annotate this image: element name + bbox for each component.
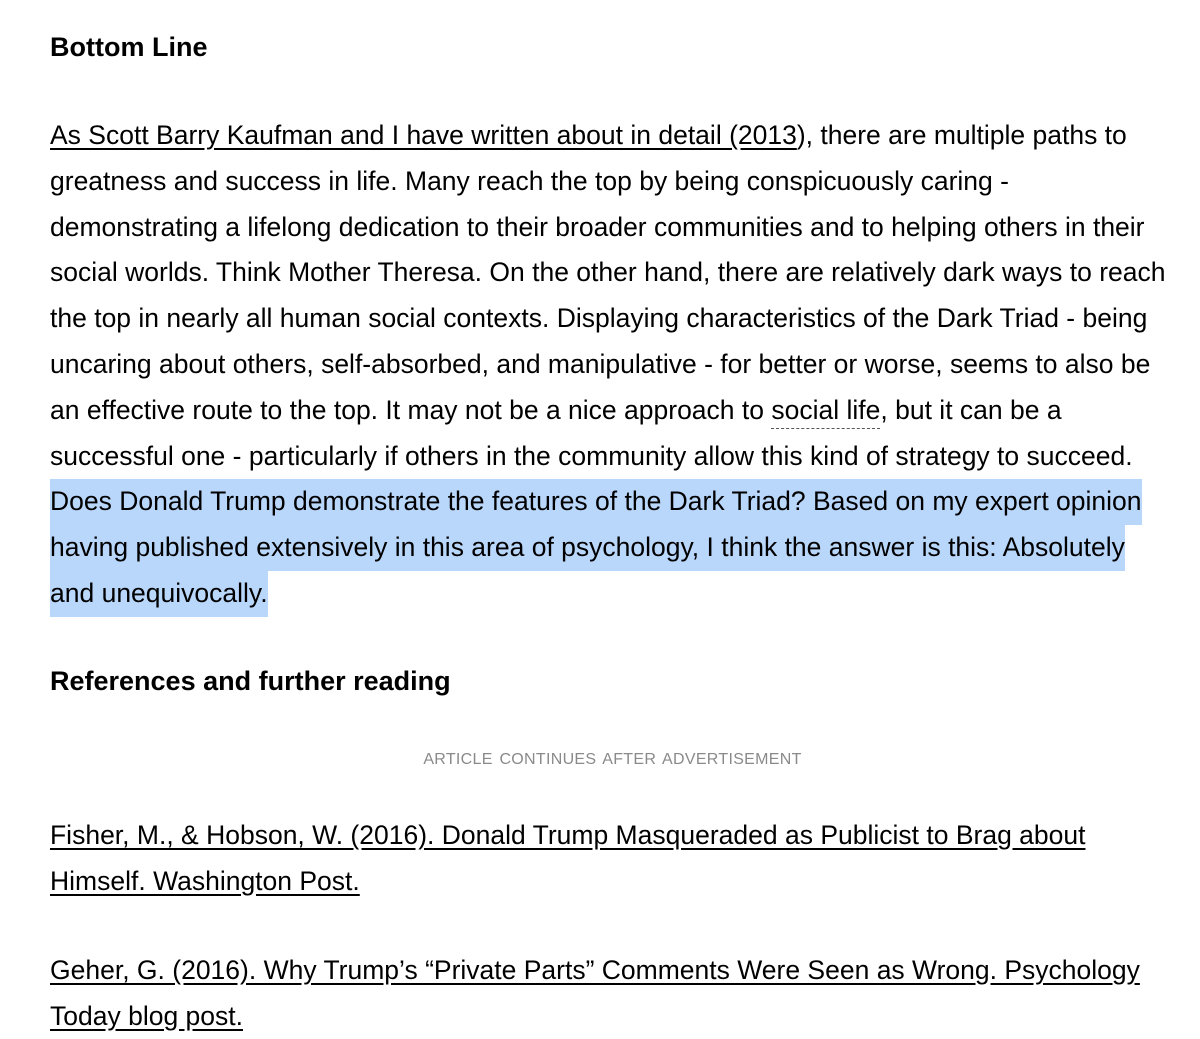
kaufman-reference-link[interactable]: As Scott Barry Kaufman and I have written about in detail (2013	[50, 120, 797, 150]
bottom-line-paragraph	[50, 113, 1175, 617]
reference-item	[50, 947, 1175, 1039]
reference-link-fisher-hobson[interactable]: Fisher, M., & Hobson, W. (2016). Donald Trump Masqueraded as Publicist to Brag about Himself. Washington Post.	[50, 820, 1086, 896]
paragraph-text-continued: , but it can be a successful one - particularly if others in the community allow this kind of strategy to succeed.	[50, 394, 1133, 471]
paragraph-text: ), there are multiple paths to greatness and success in life. Many reach the top by being conspicuously caring - demonstrating a lifelong dedication to their broader communities and to helping others in their social worlds. Think Mother Theresa. On the other hand, there are relatively dark ways to reach the top in nearly all human social contexts. Displaying characteristics of the Dark Triad - being uncaring about others, self-absorbed, and manipulative - for better or worse, seems to also be an effective route to the top. It may not be a nice approach to	[50, 120, 1166, 425]
advertisement-notice: ARTICLE CONTINUES AFTER ADVERTISEMENT	[423, 751, 802, 768]
selected-text-highlight[interactable]: Does Donald Trump demonstrate the features of the Dark Triad? Based on my expert opinion having published extensively in this area of psychology, I think the answer is this: Absolutely and unequivocally.	[50, 479, 1142, 617]
reference-link-geher[interactable]: Geher, G. (2016). Why Trump’s “Private Parts” Comments Were Seen as Wrong. Psychology Today blog post.	[50, 955, 1140, 1031]
reference-item	[50, 812, 1175, 904]
references-heading: References and further reading	[50, 666, 451, 696]
section-heading-bottom-line: Bottom Line	[50, 32, 208, 62]
glossary-term-social-life[interactable]: social life	[771, 394, 881, 425]
